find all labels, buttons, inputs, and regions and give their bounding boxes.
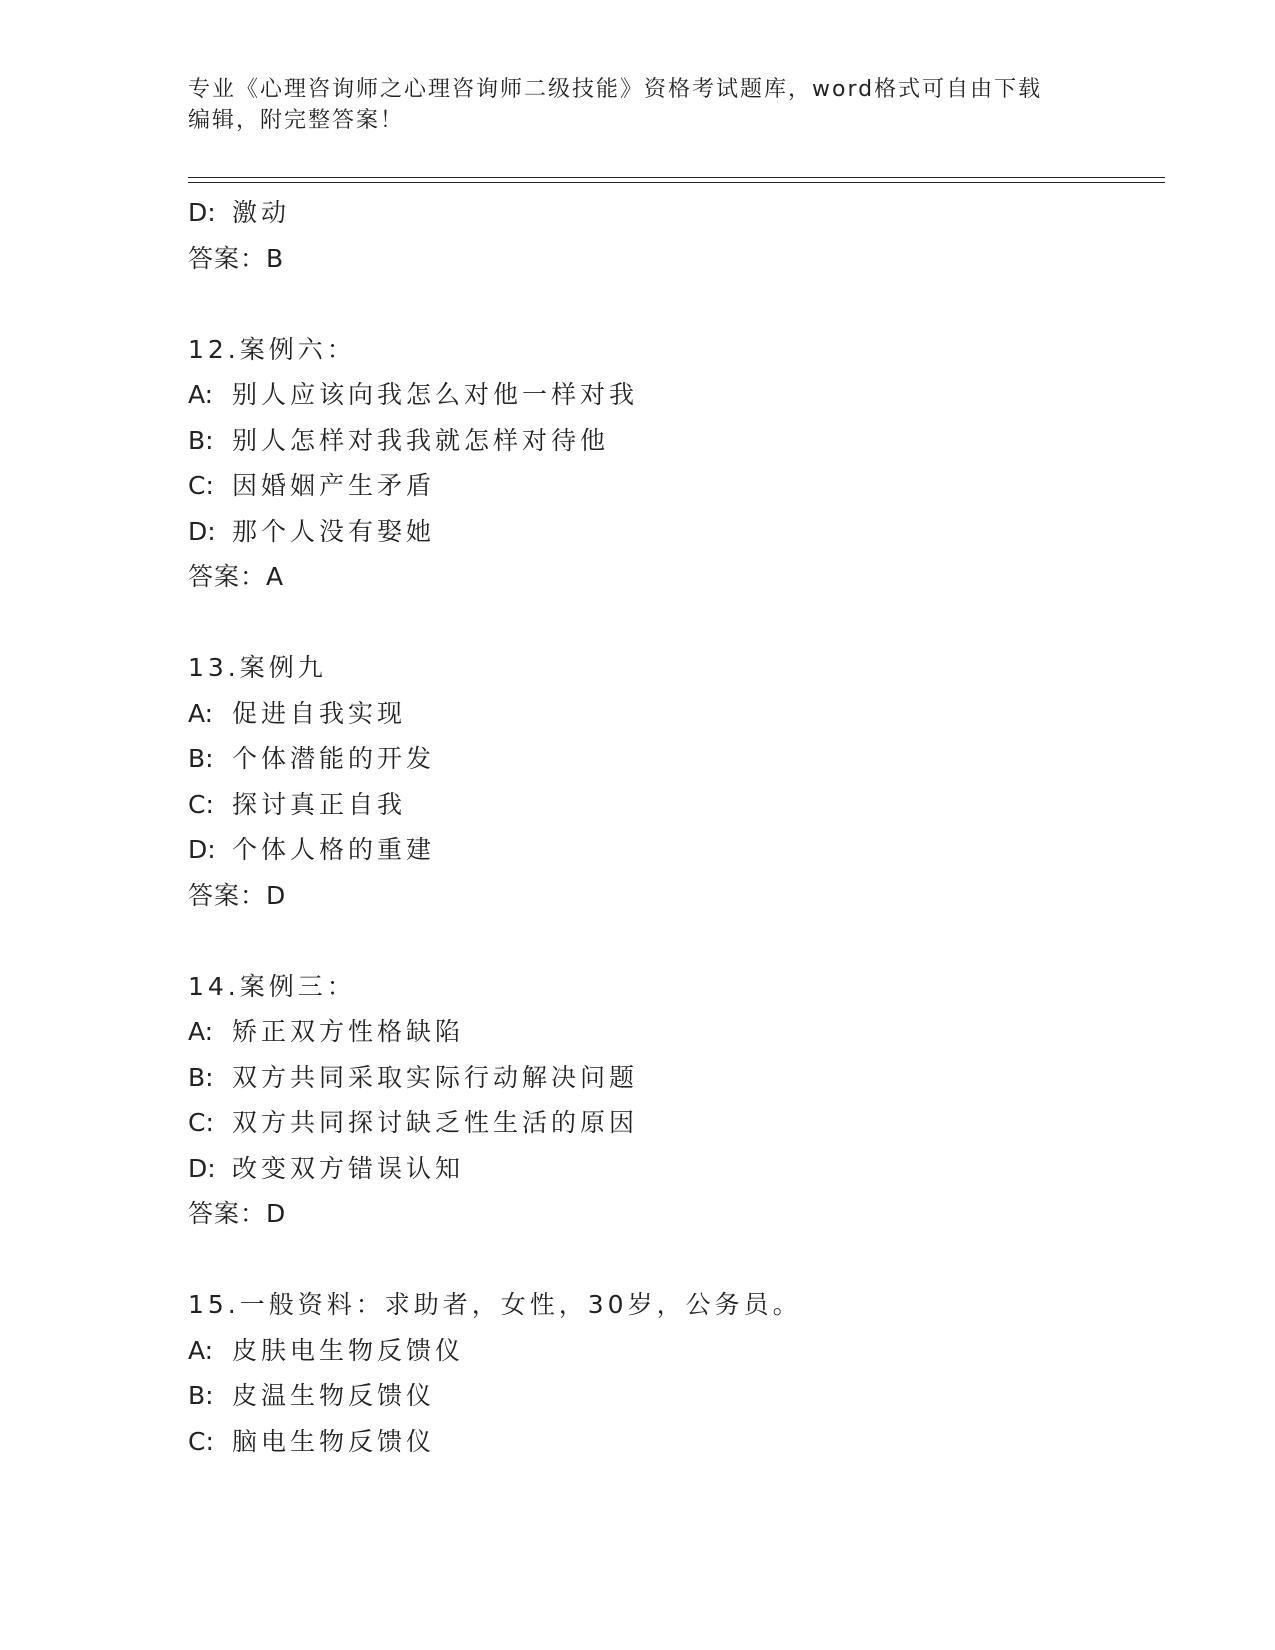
option-text: 探讨真正自我 bbox=[232, 789, 407, 819]
option-label: B: bbox=[188, 744, 214, 773]
option-d bbox=[188, 827, 1148, 873]
option-b bbox=[188, 736, 1148, 782]
option-text: 双方共同采取实际行动解决问题 bbox=[232, 1062, 639, 1092]
option-d bbox=[188, 509, 1148, 555]
option-label: A: bbox=[188, 380, 214, 409]
option-label: D: bbox=[188, 198, 216, 227]
question-stem: 12.案例六： bbox=[188, 334, 356, 364]
option-text: 矫正双方性格缺陷 bbox=[232, 1017, 465, 1046]
option-a bbox=[188, 372, 1148, 418]
header-title-line-1: 专业《心理咨询师之心理咨询师二级技能》资格考试题库，word格式可自由下载 bbox=[188, 77, 1043, 102]
option-text: 那个人没有娶她 bbox=[232, 516, 436, 546]
option-d bbox=[188, 190, 1148, 236]
option-label: D: bbox=[188, 835, 216, 864]
option-b bbox=[188, 1055, 1148, 1101]
answer: 答案：A bbox=[188, 562, 285, 591]
answer: 答案：B bbox=[188, 243, 285, 273]
option-a bbox=[188, 1328, 1148, 1374]
answer: 答案：D bbox=[188, 1199, 287, 1228]
option-label: A: bbox=[188, 1335, 214, 1365]
question-list bbox=[188, 190, 1148, 1464]
option-text: 皮肤电生物反馈仪 bbox=[232, 1335, 465, 1365]
option-label: C: bbox=[188, 1426, 214, 1456]
option-c bbox=[188, 1419, 1148, 1465]
question-stem: 13.案例九 bbox=[188, 653, 327, 682]
option-text: 改变双方错误认知 bbox=[232, 1153, 465, 1183]
document-header bbox=[188, 74, 1088, 136]
option-text: 激动 bbox=[232, 198, 291, 227]
option-text: 促进自我实现 bbox=[232, 698, 407, 728]
option-text: 皮温生物反馈仪 bbox=[232, 1381, 436, 1410]
option-c bbox=[188, 782, 1148, 828]
option-label: B: bbox=[188, 1062, 214, 1092]
option-label: B: bbox=[188, 1381, 214, 1410]
option-a bbox=[188, 691, 1148, 737]
option-text: 别人怎样对我我就怎样对待他 bbox=[232, 425, 610, 455]
option-label: D: bbox=[188, 516, 216, 546]
option-a bbox=[188, 1009, 1148, 1055]
header-divider-top bbox=[188, 177, 1165, 178]
option-text: 个体人格的重建 bbox=[232, 835, 436, 864]
option-text: 脑电生物反馈仪 bbox=[232, 1426, 436, 1456]
option-label: C: bbox=[188, 789, 214, 819]
option-label: C: bbox=[188, 471, 214, 500]
header-divider-bottom bbox=[188, 182, 1165, 183]
header-title-line-2: 编辑，附完整答案！ bbox=[188, 108, 405, 133]
question-stem: 15.一般资料：求助者，女性，30岁，公务员。 bbox=[188, 1290, 802, 1319]
option-b bbox=[188, 1373, 1148, 1419]
option-c bbox=[188, 1100, 1148, 1146]
answer: 答案：D bbox=[188, 880, 287, 910]
option-d bbox=[188, 1146, 1148, 1192]
option-text: 个体潜能的开发 bbox=[232, 744, 436, 773]
option-c bbox=[188, 463, 1148, 509]
option-label: C: bbox=[188, 1108, 214, 1137]
question-stem: 14.案例三： bbox=[188, 971, 356, 1001]
option-label: D: bbox=[188, 1153, 216, 1183]
option-text: 双方共同探讨缺乏性生活的原因 bbox=[232, 1108, 639, 1137]
option-label: A: bbox=[188, 1017, 214, 1046]
option-label: A: bbox=[188, 698, 214, 728]
option-b bbox=[188, 418, 1148, 464]
option-text: 因婚姻产生矛盾 bbox=[232, 471, 436, 500]
option-label: B: bbox=[188, 425, 214, 455]
option-text: 别人应该向我怎么对他一样对我 bbox=[232, 380, 639, 409]
